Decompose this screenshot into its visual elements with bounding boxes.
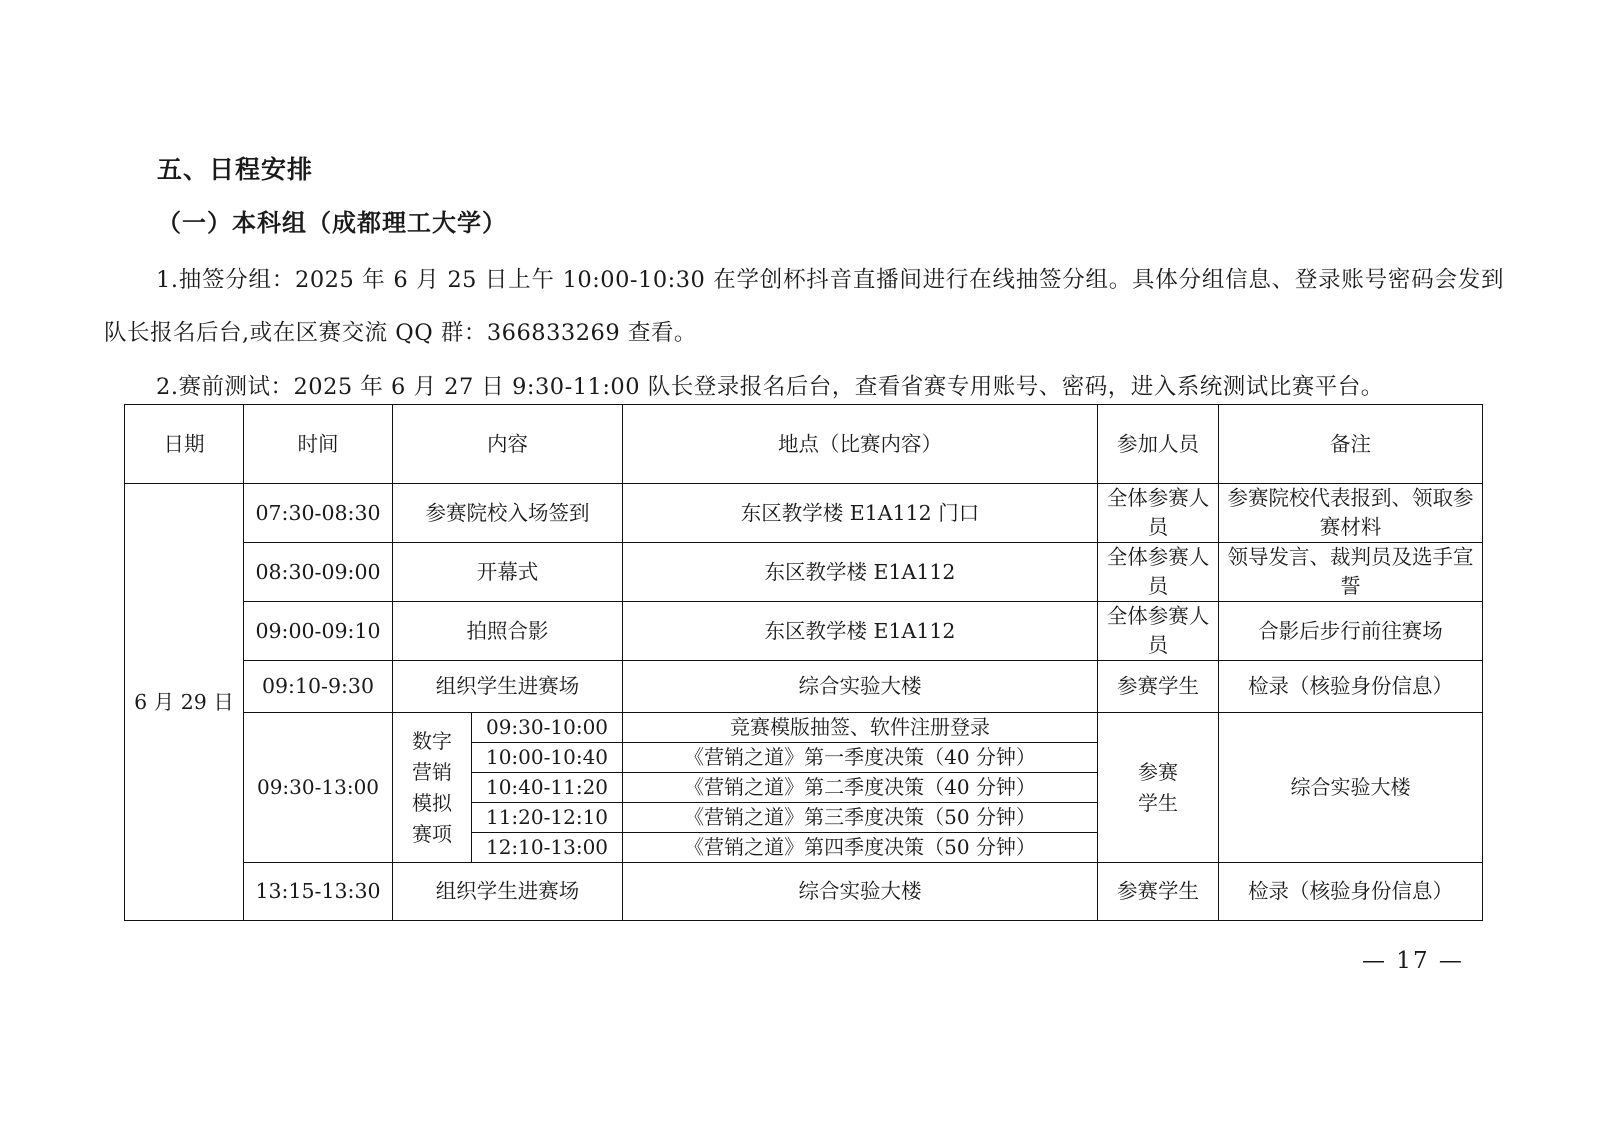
content-cell: 开幕式 (393, 543, 623, 602)
table-row (125, 543, 1483, 602)
subrow-time: 12:10-13:00 (472, 833, 623, 863)
header-date: 日期 (125, 405, 244, 484)
table-header-row (125, 405, 1483, 484)
competition-time-cell: 09:30-13:00 (244, 713, 393, 863)
table-row (125, 661, 1483, 713)
subrow-time: 11:20-12:10 (472, 803, 623, 833)
header-notes: 备注 (1219, 405, 1483, 484)
time-cell: 08:30-09:00 (244, 543, 393, 602)
competition-notes-cell: 综合实验大楼 (1219, 713, 1483, 863)
competition-participants-cell (1098, 713, 1219, 863)
notes-cell: 领导发言、裁判员及选手宣誓 (1219, 543, 1483, 602)
notes-cell: 检录（核验身份信息） (1219, 863, 1483, 921)
time-cell: 13:15-13:30 (244, 863, 393, 921)
subrow-content: 《营销之道》第三季度决策（50 分钟） (623, 803, 1098, 833)
location-cell: 东区教学楼 E1A112 (623, 543, 1098, 602)
subrow-content: 竞赛模版抽签、软件注册登录 (623, 713, 1098, 743)
location-cell: 综合实验大楼 (623, 863, 1098, 921)
header-participants: 参加人员 (1098, 405, 1219, 484)
content-cell: 拍照合影 (393, 602, 623, 661)
subrow-content: 《营销之道》第四季度决策（50 分钟） (623, 833, 1098, 863)
subrow-time: 09:30-10:00 (472, 713, 623, 743)
participants-cell: 全体参赛人员 (1098, 602, 1219, 661)
competition-label-cell (393, 713, 472, 863)
participants-cell: 参赛学生 (1098, 863, 1219, 921)
time-cell: 09:10-9:30 (244, 661, 393, 713)
subrow-content: 《营销之道》第二季度决策（40 分钟） (623, 773, 1098, 803)
date-cell: 6 月 29 日 (125, 484, 244, 921)
subrow-content: 《营销之道》第一季度决策（40 分钟） (623, 743, 1098, 773)
schedule-table (124, 404, 1483, 921)
location-cell: 综合实验大楼 (623, 661, 1098, 713)
paragraph-draw-grouping: 1.抽签分组：2025 年 6 月 25 日上午 10:00-10:30 在学创杯抖音直播间进行在线抽签分组。具体分组信息、登录账号密码会发到队长报名后台,或在区赛交流 QQ 群：366833269 查看。 (104, 267, 1504, 346)
header-content: 内容 (393, 405, 623, 484)
header-time: 时间 (244, 405, 393, 484)
subsection-heading: （一）本科组（成都理工大学） (157, 209, 507, 237)
location-cell: 东区教学楼 E1A112 门口 (623, 484, 1098, 543)
time-cell: 07:30-08:30 (244, 484, 393, 543)
table-row (125, 484, 1483, 543)
content-cell: 组织学生进赛场 (393, 661, 623, 713)
time-cell: 09:00-09:10 (244, 602, 393, 661)
notes-cell: 检录（核验身份信息） (1219, 661, 1483, 713)
table-row (125, 602, 1483, 661)
competition-subrow (125, 713, 1483, 743)
participants-cell: 全体参赛人员 (1098, 543, 1219, 602)
subrow-time: 10:40-11:20 (472, 773, 623, 803)
table-row (125, 863, 1483, 921)
notes-cell: 参赛院校代表报到、领取参赛材料 (1219, 484, 1483, 543)
participants-cell: 参赛学生 (1098, 661, 1219, 713)
section-heading: 五、日程安排 (157, 155, 314, 184)
location-cell: 东区教学楼 E1A112 (623, 602, 1098, 661)
competition-label: 数字营销模拟赛项 (412, 728, 452, 846)
content-cell: 组织学生进赛场 (393, 863, 623, 921)
page-number: — 17 — (1362, 948, 1464, 974)
header-location: 地点（比赛内容） (623, 405, 1098, 484)
notes-cell: 合影后步行前往赛场 (1219, 602, 1483, 661)
paragraph-pretest: 2.赛前测试：2025 年 6 月 27 日 9:30-11:00 队长登录报名后台，查看省赛专用账号、密码，进入系统测试比赛平台。 (156, 374, 1384, 400)
competition-participants: 参赛学生 (1138, 759, 1178, 815)
content-cell: 参赛院校入场签到 (393, 484, 623, 543)
participants-cell: 全体参赛人员 (1098, 484, 1219, 543)
subrow-time: 10:00-10:40 (472, 743, 623, 773)
